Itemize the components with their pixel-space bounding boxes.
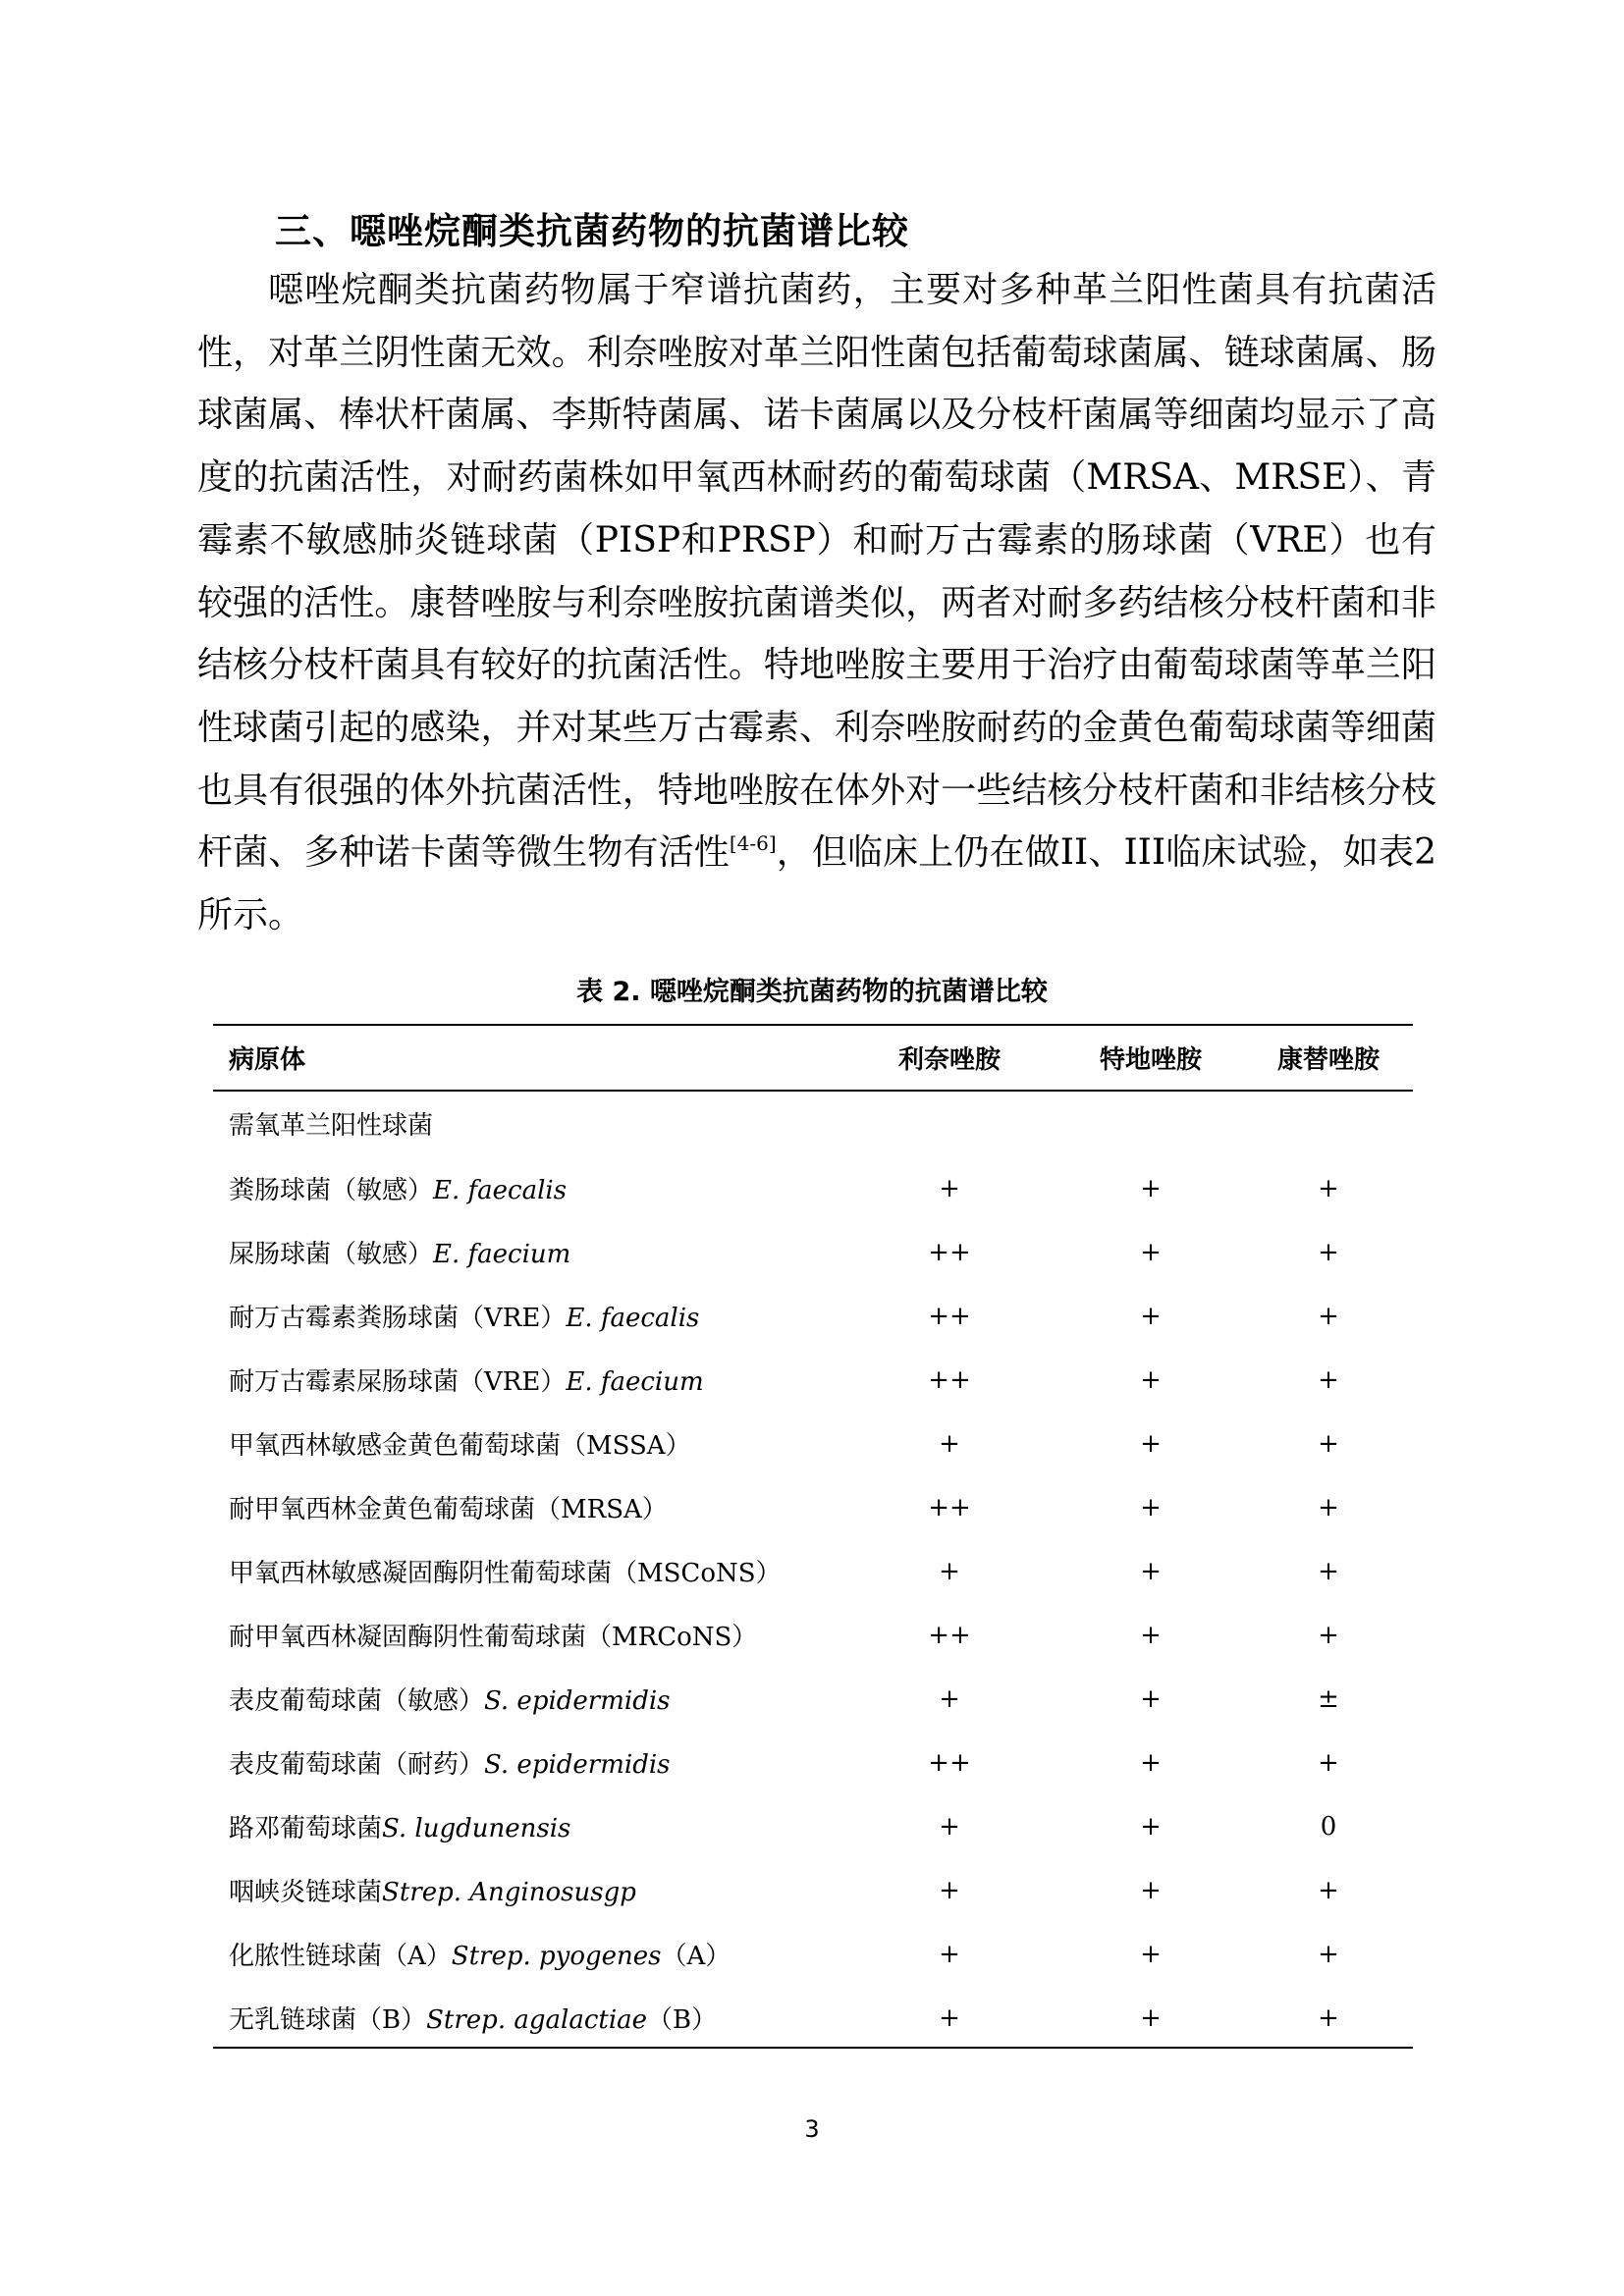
tedizolid-activity: + (1140, 1747, 1162, 1778)
table-row (213, 1220, 1413, 1284)
tedizolid-activity: + (1140, 1364, 1162, 1395)
table-header-row (213, 1025, 1413, 1090)
pathogen-group-suffix: （A） (661, 1942, 731, 1971)
linezolid-activity: ++ (928, 1620, 971, 1650)
pathogen-latin-name: Strep. pyogenes (451, 1942, 662, 1971)
pathogen-latin-name: E. faecalis (566, 1304, 700, 1333)
pathogen-cell (213, 1539, 841, 1603)
table-row (213, 1156, 1413, 1220)
pathogen-cell (213, 1220, 841, 1284)
section-heading: 三、噁唑烷酮类抗菌药物的抗菌谱比较 (275, 210, 909, 252)
linezolid-activity: ++ (928, 1492, 971, 1522)
tedizolid-activity: + (1140, 1428, 1162, 1459)
paragraph-text: 噁唑烷酮类抗菌药物属于窄谱抗菌药，主要对多种革兰阳性菌具有抗菌活性，对革兰阴性菌无效。利奈唑胺对革兰阳性菌包括葡萄球菌属、链球菌属、肠球菌属、棒状杆菌属、李斯特菌属、诺卡菌属以及分枝杆菌属等细菌均显示了高度的抗菌活性，对耐药菌株如甲氧西林耐药的葡萄球菌（MRSA、MRSE）、青霉素不敏感肺炎链球菌（PISP和PRSP）和耐万古霉素的肠球菌（VRE）也有较强的活性。康替唑胺与利奈唑胺抗菌谱类似，两者对耐多药结核分枝杆菌和非结核分枝杆菌具有较好的抗菌活性。特地唑胺主要用于治疗由葡萄球菌等革兰阳性球菌引起的感染，并对某些万古霉素、利奈唑胺耐药的金黄色葡萄球菌等细菌也具有很强的体外抗菌活性，特地唑胺在体外对一些结核分枝杆菌和非结核分枝杆菌、多种诺卡菌等微生物有活性 (197, 270, 1436, 874)
tedizolid-activity (1057, 1090, 1244, 1156)
contezolid-activity (1244, 1090, 1413, 1156)
pathogen-cell (213, 1794, 841, 1858)
contezolid-activity: 0 (1320, 1811, 1337, 1842)
linezolid-activity (841, 1090, 1057, 1156)
table-bottom-rule (213, 2047, 1413, 2049)
pathogen-name: 屎肠球菌（敏感） (229, 1240, 434, 1269)
antibacterial-spectrum-table (213, 1025, 1413, 2050)
pathogen-cell (213, 1667, 841, 1731)
pathogen-name: 需氧革兰阳性球菌 (229, 1110, 434, 1141)
linezolid-activity: + (939, 1556, 960, 1586)
pathogen-group-suffix: （B） (647, 2005, 718, 2035)
table-row (213, 1539, 1413, 1603)
pathogen-name: 粪肠球菌（敏感） (229, 1176, 434, 1205)
pathogen-latin-name: Strep. Anginosusgp (382, 1878, 636, 1907)
header-linezolid: 利奈唑胺 (897, 1044, 1001, 1075)
table-row (213, 1731, 1413, 1794)
header-pathogen: 病原体 (229, 1044, 306, 1075)
pathogen-cell (213, 1731, 841, 1794)
contezolid-activity: + (1318, 1875, 1339, 1905)
linezolid-activity: ++ (928, 1364, 971, 1395)
contezolid-activity: ± (1318, 1683, 1339, 1714)
pathogen-latin-name: S. epidermidis (484, 1686, 671, 1716)
pathogen-name: 咽峡炎链球菌 (229, 1878, 383, 1907)
page-number: 3 (804, 2115, 820, 2143)
pathogen-latin-name: S. lugdunensis (382, 1814, 571, 1843)
citation-ref: [4-6] (729, 831, 777, 856)
contezolid-activity: + (1318, 1173, 1339, 1203)
pathogen-name: 甲氧西林敏感凝固酶阴性葡萄球菌（MSCoNS） (229, 1559, 782, 1588)
table-row (213, 1858, 1413, 1922)
table-row (213, 1284, 1413, 1348)
tedizolid-activity: + (1140, 1556, 1162, 1586)
table-row (213, 1667, 1413, 1731)
pathogen-name: 化脓性链球菌（A） (229, 1942, 452, 1971)
tedizolid-activity: + (1140, 1173, 1162, 1203)
contezolid-activity: + (1318, 1939, 1339, 1969)
linezolid-activity: ++ (928, 1747, 971, 1778)
table-row (213, 1922, 1413, 1986)
pathogen-name: 耐万古霉素屎肠球菌（VRE） (229, 1367, 567, 1397)
pathogen-name: 耐甲氧西林金黄色葡萄球菌（MRSA） (229, 1495, 668, 1524)
linezolid-activity: + (939, 1428, 960, 1459)
linezolid-activity: + (939, 1939, 960, 1969)
pathogen-cell (213, 1348, 841, 1412)
tedizolid-activity: + (1140, 1939, 1162, 1969)
pathogen-name: 耐甲氧西林凝固酶阴性葡萄球菌（MRCoNS） (229, 1623, 758, 1652)
tedizolid-activity: + (1140, 1301, 1162, 1331)
tedizolid-activity: + (1140, 1492, 1162, 1522)
linezolid-activity: + (939, 2002, 960, 2033)
pathogen-cell (213, 1284, 841, 1348)
table-row (213, 1794, 1413, 1858)
pathogen-cell (213, 1412, 841, 1475)
table-body (213, 1090, 1413, 2050)
linezolid-activity: ++ (928, 1301, 971, 1331)
pathogen-cell (213, 1858, 841, 1922)
contezolid-activity: + (1318, 1492, 1339, 1522)
header-contezolid: 康替唑胺 (1276, 1044, 1380, 1075)
pathogen-latin-name: Strep. agalactiae (426, 2005, 648, 2035)
contezolid-activity: + (1318, 1747, 1339, 1778)
table-caption: 表 2. 噁唑烷酮类抗菌药物的抗菌谱比较 (576, 977, 1048, 1007)
pathogen-cell (213, 1922, 841, 1986)
table-header-rule (213, 1090, 1413, 1092)
pathogen-latin-name: E. faecium (566, 1367, 704, 1397)
contezolid-activity: + (1318, 1428, 1339, 1459)
pathogen-cell (213, 1603, 841, 1667)
table-row (213, 1090, 1413, 1156)
contezolid-activity: + (1318, 2002, 1339, 2033)
tedizolid-activity: + (1140, 1620, 1162, 1650)
pathogen-cell (213, 1475, 841, 1539)
pathogen-name: 甲氧西林敏感金黄色葡萄球菌（MSSA） (229, 1431, 691, 1461)
pathogen-name: 路邓葡萄球菌 (229, 1814, 383, 1843)
contezolid-activity: + (1318, 1301, 1339, 1331)
header-tedizolid: 特地唑胺 (1099, 1044, 1202, 1075)
pathogen-name: 表皮葡萄球菌（敏感） (229, 1686, 485, 1716)
paragraph-text-end: ，但临床上仍在做II、III临床试验，如表2所示。 (197, 832, 1436, 936)
contezolid-activity: + (1318, 1620, 1339, 1650)
pathogen-cell (213, 1090, 841, 1156)
tedizolid-activity: + (1140, 1237, 1162, 1267)
pathogen-latin-name: S. epidermidis (484, 1750, 671, 1780)
linezolid-activity: + (939, 1811, 960, 1842)
pathogen-name: 耐万古霉素粪肠球菌（VRE） (229, 1304, 567, 1333)
linezolid-activity: ++ (928, 1237, 971, 1267)
linezolid-activity: + (939, 1683, 960, 1714)
contezolid-activity: + (1318, 1556, 1339, 1586)
pathogen-name: 表皮葡萄球菌（耐药） (229, 1750, 485, 1780)
body-paragraph (197, 259, 1436, 947)
tedizolid-activity: + (1140, 1683, 1162, 1714)
table-row (213, 1348, 1413, 1412)
pathogen-latin-name: E. faecalis (433, 1176, 568, 1205)
tedizolid-activity: + (1140, 1811, 1162, 1842)
pathogen-latin-name: E. faecium (433, 1240, 571, 1269)
table-row (213, 1603, 1413, 1667)
tedizolid-activity: + (1140, 2002, 1162, 2033)
linezolid-activity: + (939, 1173, 960, 1203)
table-row (213, 1475, 1413, 1539)
pathogen-cell (213, 1156, 841, 1220)
table-row (213, 1412, 1413, 1475)
pathogen-name: 无乳链球菌（B） (229, 2005, 427, 2035)
linezolid-activity: + (939, 1875, 960, 1905)
contezolid-activity: + (1318, 1237, 1339, 1267)
pathogen-cell (213, 1986, 841, 2050)
table-row (213, 1986, 1413, 2050)
contezolid-activity: + (1318, 1364, 1339, 1395)
tedizolid-activity: + (1140, 1875, 1162, 1905)
